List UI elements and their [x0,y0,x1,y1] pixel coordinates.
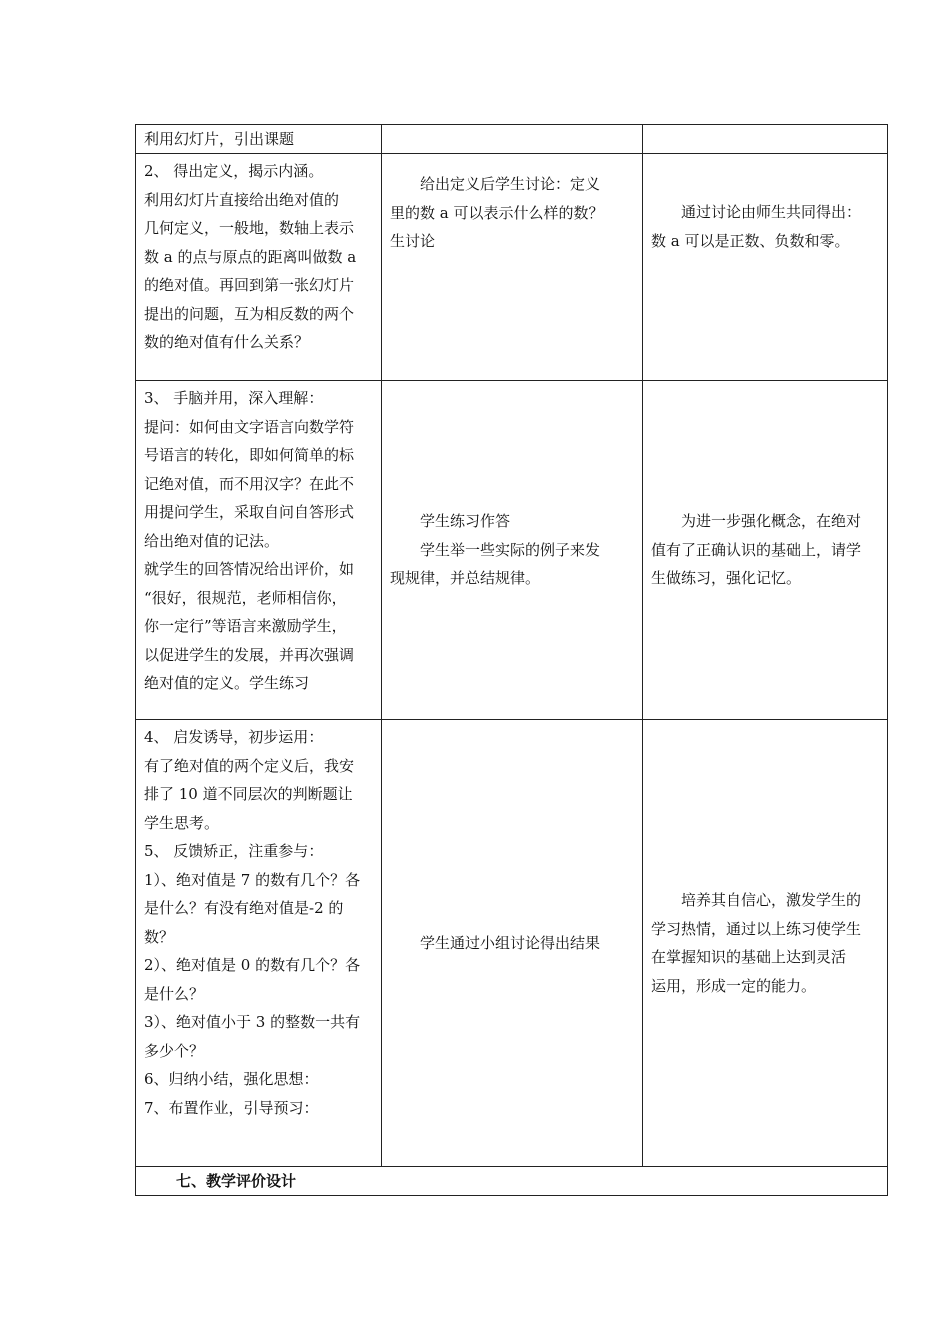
cell-line: 值有了正确认识的基础上，请学 [651,540,862,559]
table-cell [643,381,888,720]
cell-line: 2、 得出定义，揭示内涵。 [144,162,324,180]
cell-line: 学生通过小组讨论得出结果 [420,933,601,952]
table-cell [643,125,888,154]
cell-line: 记绝对值，而不用汉字？在此不 [144,474,355,493]
table-cell [136,381,382,720]
table-row [136,125,888,154]
cell-line: 生讨论 [390,232,436,250]
cell-line: 运用，形成一定的能力。 [651,976,817,995]
table-row [136,381,888,720]
cell-line: 在掌握知识的基础上达到灵活 [651,948,847,966]
table-cell [643,720,888,1167]
cell-line: 3）、绝对值小于 3 的整数一共有 [144,1013,361,1031]
table-cell [382,381,643,720]
cell-line: 培养其自信心，激发学生的 [681,891,862,909]
cell-line: 是什么？有没有绝对值是-2 的 [144,899,344,917]
section-heading-text: 七、教学评价设计 [176,1172,297,1190]
cell-text: 利用幻灯片，引出课题 [144,130,295,148]
cell-line: 数的绝对值有什么关系？ [144,333,310,351]
cell-line: 现规律，并总结规律。 [390,569,541,588]
cell-line: 3、 手脑并用，深入理解： [144,389,324,407]
cell-line: 利用幻灯片直接给出绝对值的 [144,190,340,209]
cell-line: 提出的问题，互为相反数的两个 [144,304,355,323]
cell-line: 数？ [144,927,175,946]
cell-line: 给出绝对值的记法。 [144,531,280,550]
table-row [136,154,888,381]
cell-line: 生做练习，强化记忆。 [651,569,802,588]
cell-line: 是什么？ [144,984,205,1003]
cell-line: 的绝对值。再回到第一张幻灯片 [144,276,355,294]
cell-line: 你一定行”等语言来激励学生， [144,617,347,635]
cell-line: 就学生的回答情况给出评价，如 [144,560,355,578]
table-cell [643,154,888,381]
table-cell [382,720,643,1167]
cell-line: 多少个？ [144,1041,205,1060]
section-heading [136,1167,888,1196]
cell-line: 2）、绝对值是 0 的数有几个？各 [144,956,361,974]
lesson-plan-table [135,124,888,1196]
table-cell [382,125,643,154]
cell-line: 1）、绝对值是 7 的数有几个？各 [144,870,361,889]
cell-line: 学生举一些实际的例子来发 [420,540,601,559]
cell-line: 排了 10 道不同层次的判断题让 [144,785,353,803]
table-cell [382,154,643,381]
cell-line: 数 a 可以是正数、负数和零。 [651,231,850,250]
cell-line: 学生练习作答 [420,512,511,531]
cell-line: 给出定义后学生讨论：定义 [420,175,601,193]
cell-line: 有了绝对值的两个定义后，我安 [144,756,355,775]
cell-line: 几何定义，一般地，数轴上表示 [144,219,355,237]
cell-line: 5、 反馈矫正，注重参与： [144,842,324,860]
cell-line: 用提问学生，采取自问自答形式 [144,503,355,521]
cell-line: 数 a 的点与原点的距离叫做数 a [144,247,357,266]
cell-line: 为进一步强化概念，在绝对 [681,512,862,531]
cell-line: 里的数 a 可以表示什么样的数？ [390,203,604,222]
cell-line: 绝对值的定义。学生练习 [144,674,310,692]
cell-line: 4、 启发诱导，初步运用： [144,728,324,746]
cell-line: 提问：如何由文字语言向数学符 [144,417,355,436]
table-cell [136,125,382,154]
cell-line: 学生思考。 [144,813,220,832]
table-cell [136,154,382,381]
cell-line: 学习热情，通过以上练习使学生 [651,919,862,938]
cell-line: 号语言的转化，即如何简单的标 [144,446,355,464]
cell-line: 以促进学生的发展，并再次强调 [144,645,355,664]
cell-line: 6、归纳小结，强化思想： [144,1070,319,1088]
cell-line: “很好，很规范，老师相信你， [144,588,347,607]
cell-line: 通过讨论由师生共同得出： [681,203,862,221]
cell-line: 7、布置作业，引导预习： [144,1098,319,1117]
table-row [136,720,888,1167]
table-row [136,1167,888,1196]
table-cell [136,720,382,1167]
